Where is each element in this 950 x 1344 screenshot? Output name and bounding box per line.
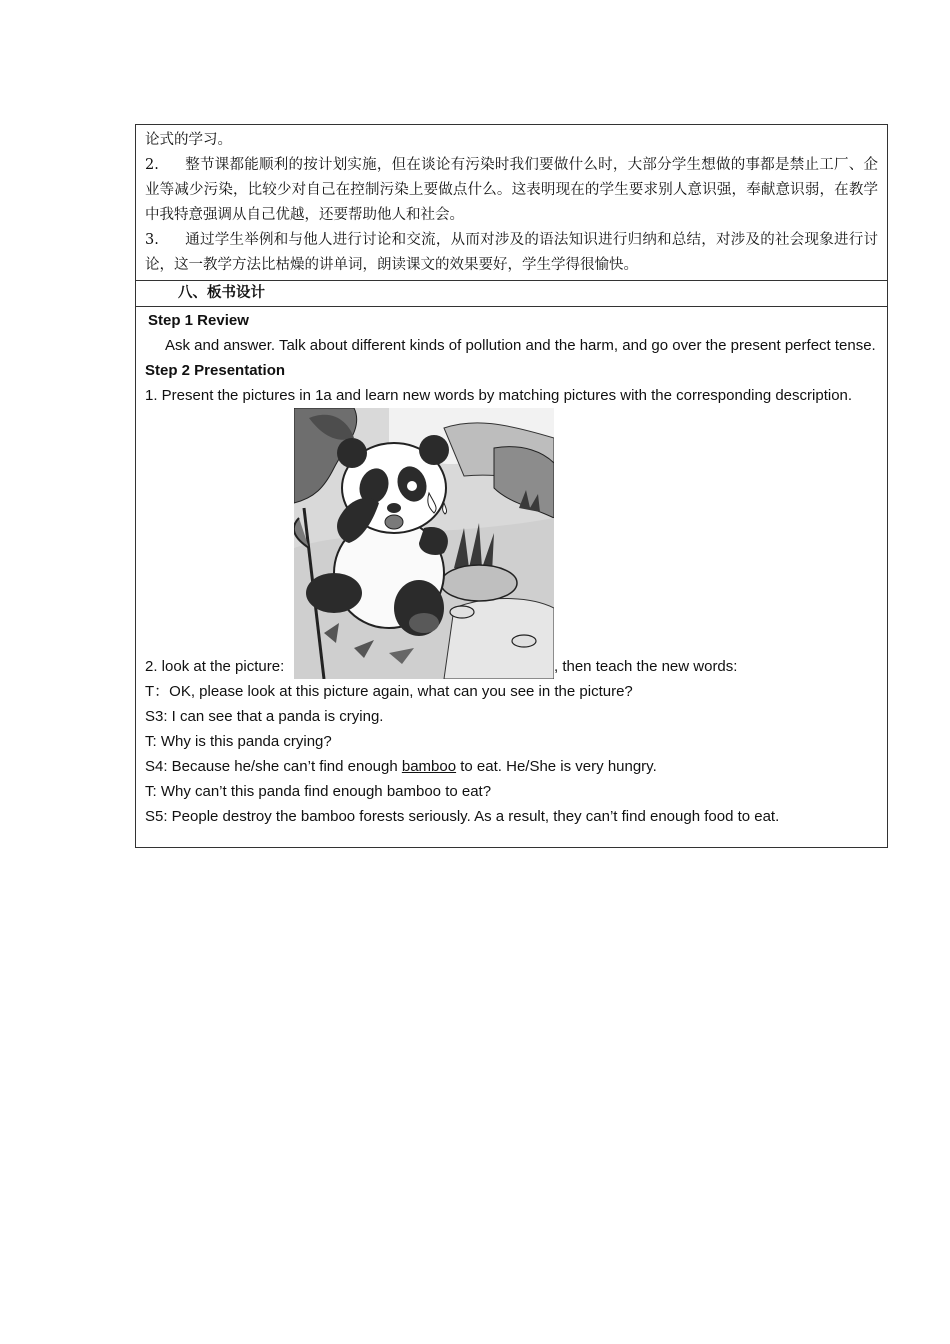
item-2-before-text: 2. look at the picture: — [145, 658, 285, 675]
dialogue-s5: S5: People destroy the bamboo forests seriously. As a result, they can’t find enough food to eat. — [145, 808, 780, 825]
dialogue-s4 — [145, 754, 878, 779]
s4-text-before: S4: Because he/she can’t find enough — [145, 758, 402, 775]
point-3-text: 通过学生举例和与他人进行讨论和交流，从而对涉及的语法知识进行归纳和总结，对涉及的社会现象进行讨论，这一教学方法比枯燥的讲单词，朗读课文的效果要好，学生学得很愉快。 — [145, 232, 878, 273]
step1-text: Ask and answer. Talk about different kinds of pollution and the harm, and go over the present perfect tense. — [165, 337, 876, 354]
dialogue-s3: S3: I can see that a panda is crying. — [145, 708, 384, 725]
dialogue-teacher-3: T: Why can’t this panda find enough bamboo to eat? — [145, 783, 492, 800]
s4-underlined-word: bamboo — [401, 758, 457, 775]
step1-title: Step 1 Review — [148, 312, 249, 329]
reflection-point-3 — [145, 228, 878, 278]
board-design-heading: 八、板书设计 — [136, 280, 887, 307]
crying-panda-illustration — [294, 408, 554, 679]
reflection-point-2 — [145, 153, 878, 228]
item-2-after-text: , then teach the new words: — [554, 658, 738, 675]
picture-line — [145, 408, 878, 679]
board-design-cell — [136, 307, 887, 847]
point-2-text: 整节课都能顺利的按计划实施，但在谈论有污染时我们要做什么时，大部分学生想做的事都是禁止工厂、企业等减少污染，比较少对自己在控制污染上要做点什么。这表明现在的学生要求别人意识强，奉献意识弱，在教学中我特意强调从自己优越，还要帮助他人和社会。 — [145, 157, 878, 223]
step1-paragraph — [145, 333, 878, 358]
step2-item-2 — [145, 654, 738, 679]
reflection-cell — [136, 125, 887, 280]
step2-title: Step 2 Presentation — [145, 362, 286, 379]
reflection-line-continued: 论式的学习。 — [145, 132, 232, 148]
step2-item-1: 1. Present the pictures in 1a and learn new words by matching pictures with the corresponding description. — [145, 387, 853, 404]
point-3-number: 3. — [145, 232, 159, 248]
lesson-plan-table — [135, 124, 888, 848]
dialogue-teacher-2: T: Why is this panda crying? — [145, 733, 332, 750]
dialogue-teacher-1: T：OK, please look at this picture again, what can you see in the picture? — [145, 683, 633, 700]
s4-text-after: to eat. He/She is very hungry. — [456, 758, 657, 775]
point-2-number: 2. — [145, 157, 159, 173]
